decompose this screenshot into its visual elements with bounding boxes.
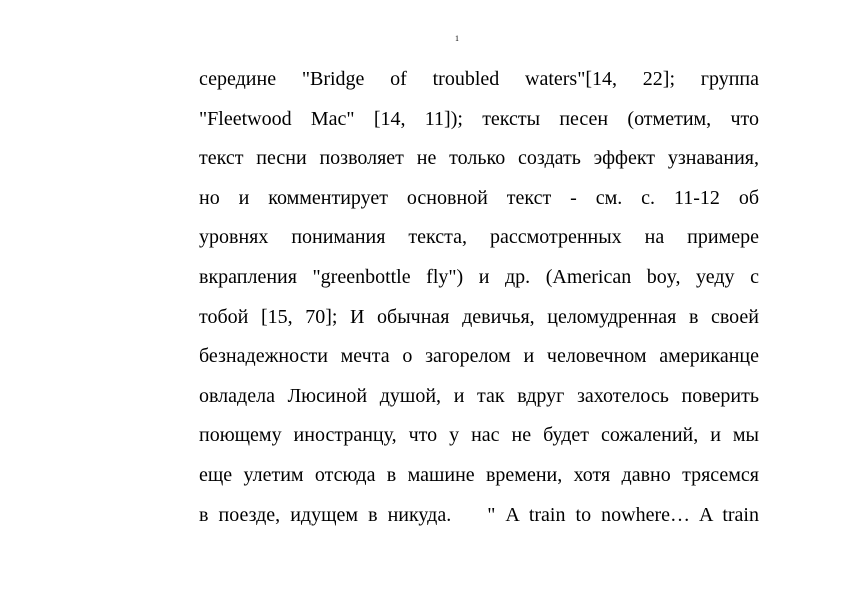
text-line: "Fleetwood Mac" [14, 11]); тексты песен (отметим, что — [199, 107, 759, 130]
text-line: текст песни позволяет не только создать эффект узнавания, — [199, 147, 759, 170]
text-line: безнадежности мечта о загорелом и человечном американце — [199, 345, 759, 368]
text-line: тобой [15, 70]; И обычная девичья, целомудренная в своей — [199, 305, 759, 328]
last-line-start: в поезде, идущем в никуда. — [199, 503, 452, 526]
text-line: уровнях понимания текста, рассмотренных на примере — [199, 226, 759, 249]
page-number: 1 — [455, 34, 459, 43]
body-text — [199, 60, 759, 535]
text-line: вкрапления "greenbottle fly") и др. (American boy, уеду с — [199, 265, 759, 288]
text-line: но и комментирует основной текст - см. с. 11-12 об — [199, 186, 759, 209]
text-line: овладела Люсиной душой, и так вдруг захотелось поверить — [199, 384, 759, 407]
text-line: поющему иностранцу, что у нас не будет сожалений, и мы — [199, 424, 759, 447]
text-line: середине "Bridge of troubled waters"[14, 22]; группа — [199, 68, 759, 90]
last-line-quote: " A train to nowhere… A train — [487, 503, 759, 526]
text-line: еще улетим отсюда в машине времени, хотя давно трясемся — [199, 463, 759, 486]
text-line-last — [199, 496, 759, 536]
